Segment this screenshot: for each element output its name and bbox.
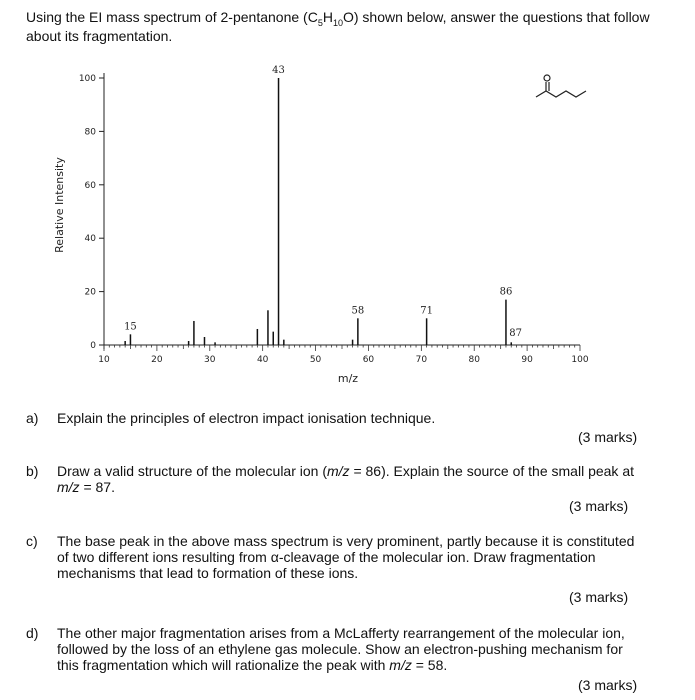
y-tick-label: 100 — [78, 74, 96, 84]
molecule-structure-icon — [536, 75, 586, 97]
question-label: c) — [26, 533, 38, 549]
marks-a: (3 marks) — [578, 429, 638, 445]
x-tick-label: 100 — [571, 355, 589, 365]
chart-axes — [99, 73, 580, 351]
x-tick-label: 80 — [468, 355, 480, 365]
question-label: b) — [26, 463, 39, 479]
x-tick-label: 90 — [521, 355, 533, 365]
peak-label-86: 86 — [499, 286, 513, 298]
question-text: Explain the principles of electron impact ionisation technique. — [57, 410, 436, 426]
peak-label-15: 15 — [124, 321, 137, 333]
chart-labels — [79, 65, 589, 365]
x-axis-title: m/z — [337, 372, 359, 385]
x-tick-label: 40 — [256, 355, 269, 365]
marks-b: (3 marks) — [569, 498, 629, 514]
y-tick-label: 60 — [84, 180, 96, 191]
peak-label-87: 87 — [509, 328, 522, 339]
x-tick-label: 50 — [309, 355, 322, 365]
y-tick-label: 20 — [84, 287, 96, 298]
y-tick-label: 80 — [84, 127, 96, 138]
question-label: a) — [26, 410, 39, 426]
y-tick-label: 0 — [90, 341, 96, 351]
x-tick-label: 60 — [362, 355, 375, 365]
question-text: Draw a valid structure of the molecular ion (m/z = 86). Explain the source of the small peak at m/z = 87. — [57, 463, 634, 495]
marks-c: (3 marks) — [569, 589, 629, 605]
peak-label-43: 43 — [272, 65, 285, 76]
x-tick-label: 70 — [415, 355, 428, 365]
x-tick-label: 10 — [98, 355, 110, 365]
question-label: d) — [26, 625, 39, 641]
peak-label-71: 71 — [420, 305, 433, 317]
chart-peaks — [125, 78, 511, 345]
peak-label-58: 58 — [351, 305, 365, 317]
question-text: The base peak in the above mass spectrum is very prominent, partly because it is constituted of two different ions resulting from α-cleavage of the molecular ion. Draw fragmentation mechanisms that lead to formation of these ions. — [57, 533, 635, 581]
y-axis-title: Relative Intensity — [53, 157, 66, 253]
x-tick-label: 30 — [204, 355, 216, 365]
question-text: The other major fragmentation arises from a McLafferty rearrangement of the molecular ion, followed by the loss of an ethylene gas molecule. Show an electron-pushing mechanism for this fragmentation which will rationalize the peak with m/z = 58. — [57, 625, 625, 673]
intro-text: Using the EI mass spectrum of 2-pentanone $(C_5H_{10}O)$ shown below, answer the questions that follow about its fragmentation. — [26, 9, 650, 44]
y-tick-label: 40 — [84, 234, 96, 245]
marks-d: (3 marks) — [578, 677, 638, 693]
x-tick-label: 20 — [151, 355, 163, 365]
